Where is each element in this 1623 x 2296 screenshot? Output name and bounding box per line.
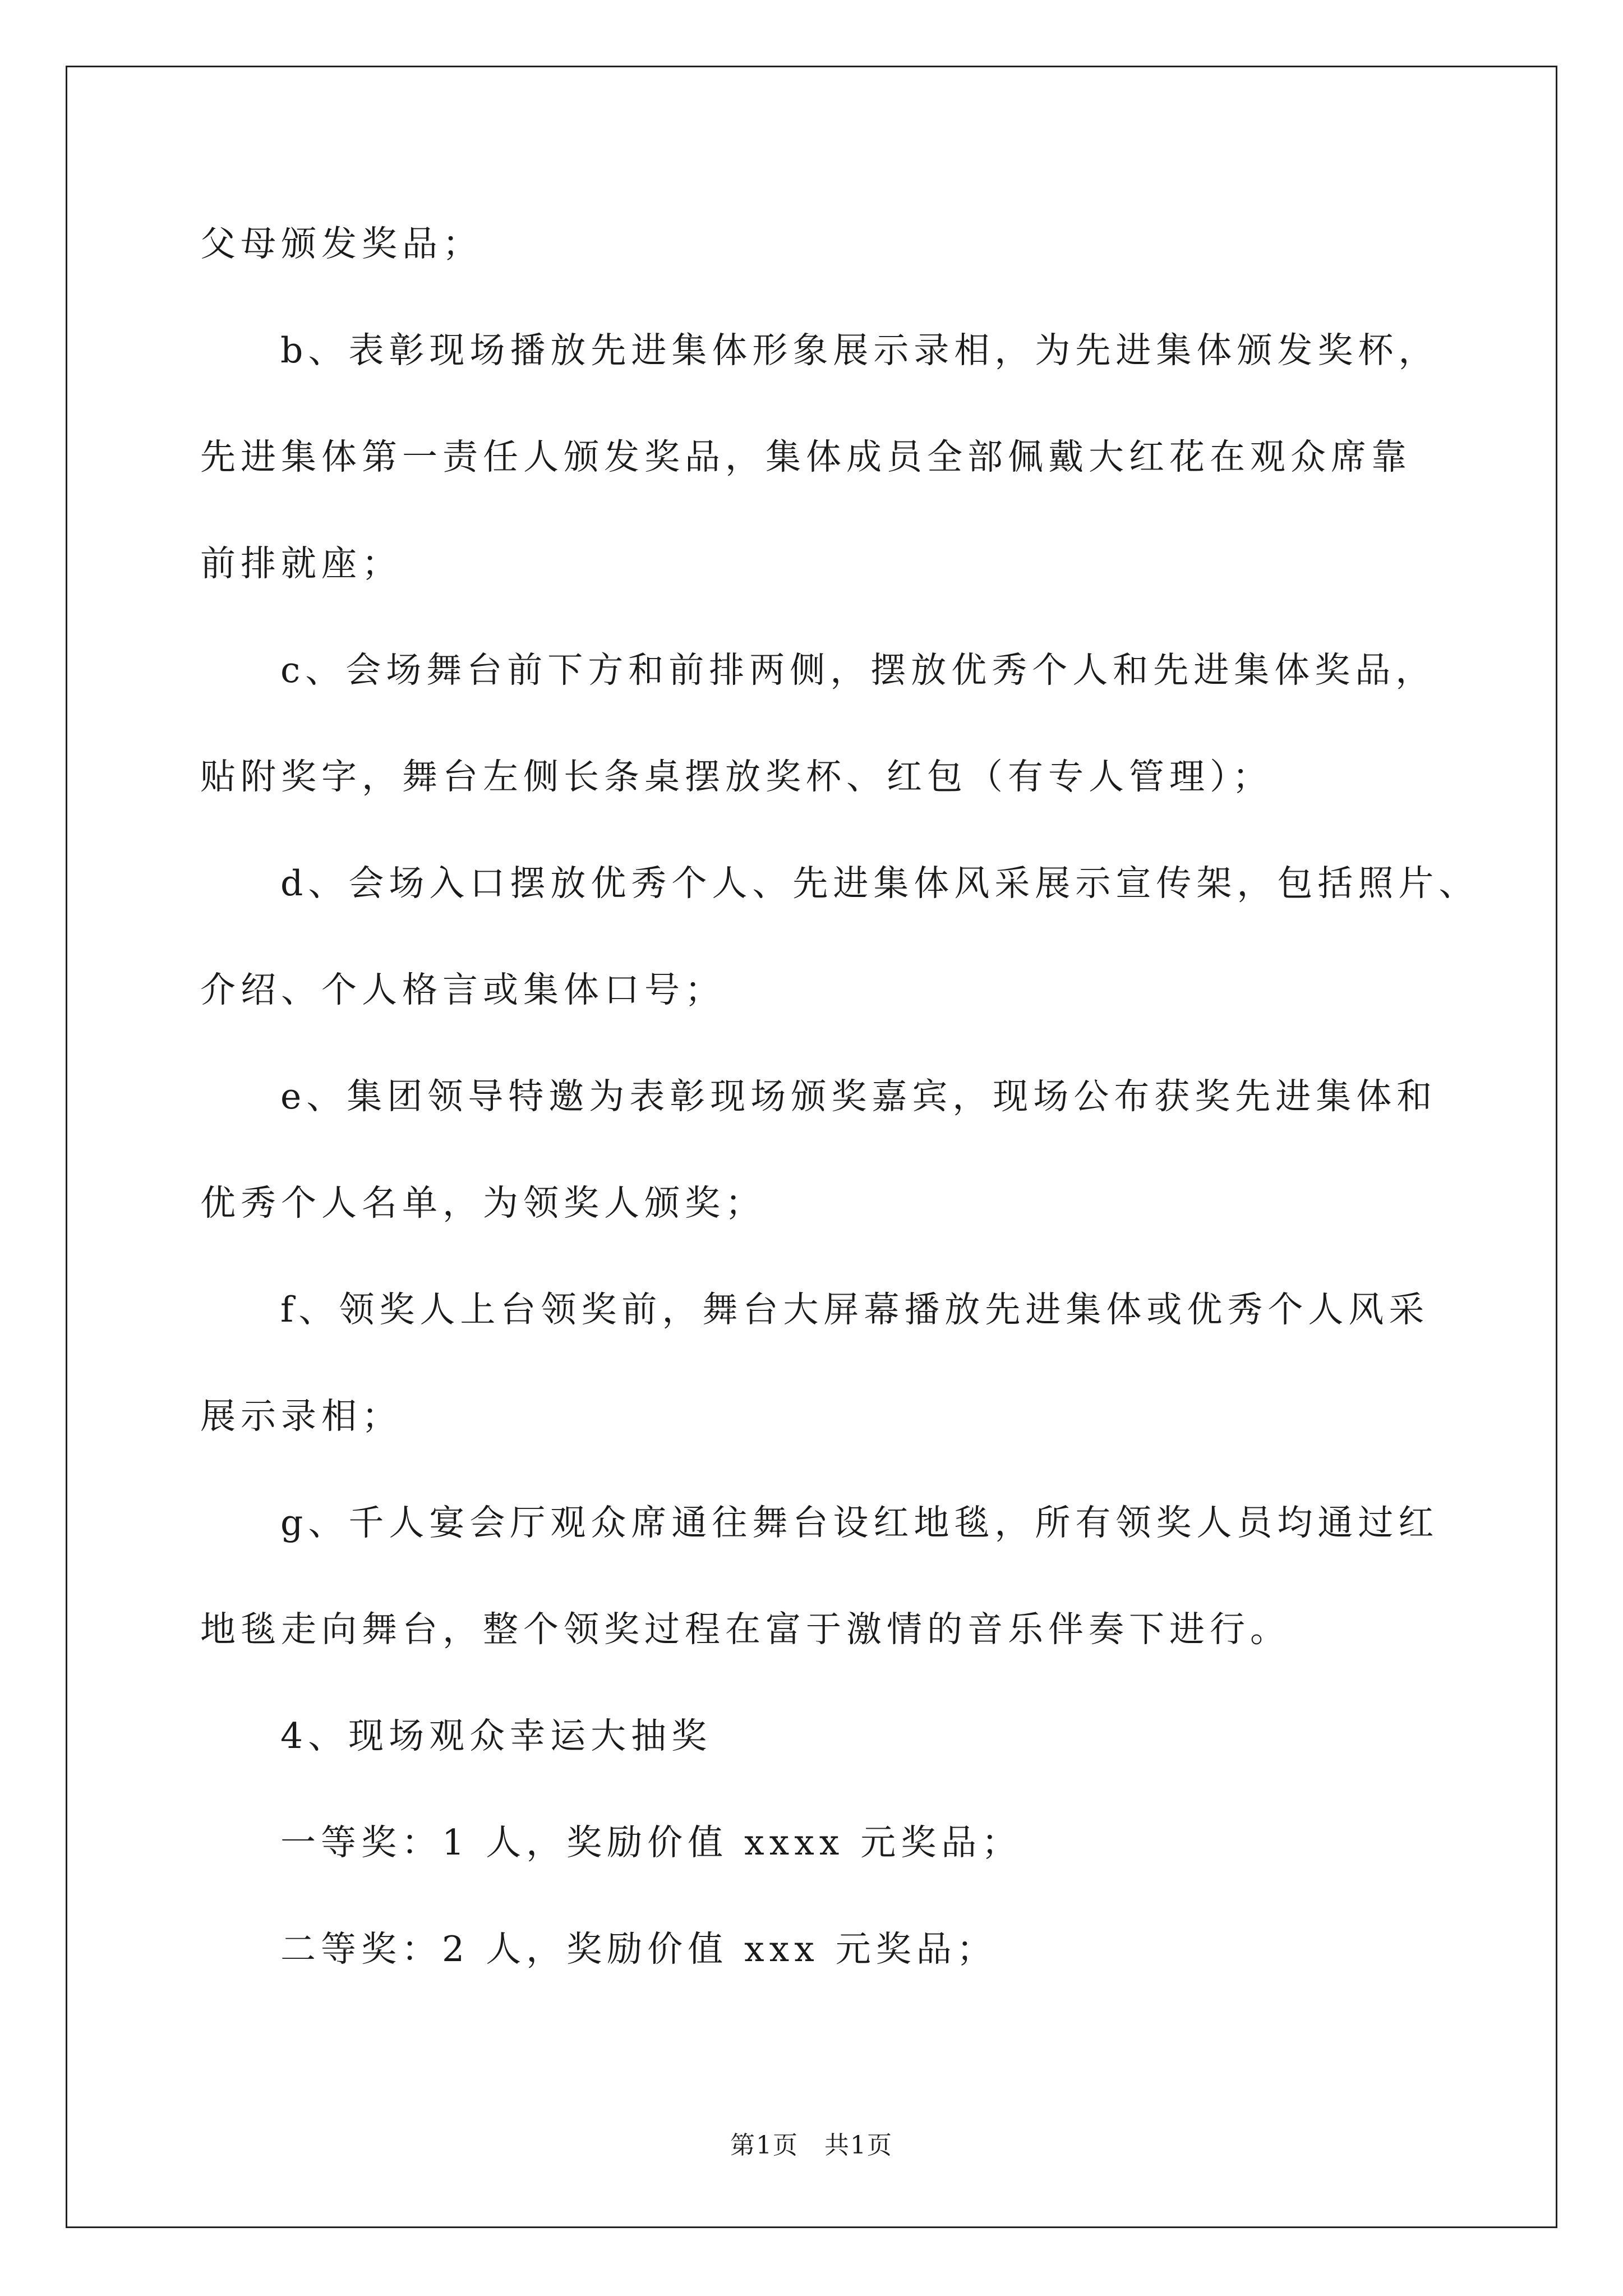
text-line: 优秀个人名单，为领奖人颁奖； bbox=[200, 1182, 766, 1223]
text-line: 二等奖：2 人，奖励价值 xxx 元奖品； bbox=[280, 1929, 997, 1970]
page-border bbox=[66, 66, 1557, 2228]
text-line: 地毯走向舞台，整个领奖过程在富于激情的音乐伴奏下进行。 bbox=[200, 1609, 1290, 1650]
text-line: g、千人宴会厅观众席通往舞台设红地毯，所有领奖人员均通过红 bbox=[280, 1502, 1439, 1543]
text-line: 先进集体第一责任人颁发奖品，集体成员全部佩戴大红花在观众席靠 bbox=[200, 436, 1412, 477]
text-line: 父母颁发奖品； bbox=[200, 223, 483, 264]
text-line: 一等奖：1 人，奖励价值 xxxx 元奖品； bbox=[280, 1822, 1022, 1863]
page-number-footer: 第1页 共1页 bbox=[730, 2131, 893, 2160]
text-line: 贴附奖字，舞台左侧长条桌摆放奖杯、红包（有专人管理）； bbox=[200, 756, 1273, 797]
text-line: 前排就座； bbox=[200, 543, 402, 584]
text-line: 4、现场观众幸运大抽奖 bbox=[280, 1715, 712, 1756]
text-line: b、表彰现场播放先进集体形象展示录相，为先进集体颁发奖杯， bbox=[280, 330, 1439, 371]
text-line: 展示录相； bbox=[200, 1396, 402, 1437]
text-line: e、集团领导特邀为表彰现场颁奖嘉宾，现场公布获奖先进集体和 bbox=[280, 1076, 1437, 1117]
text-line: f、领奖人上台领奖前，舞台大屏幕播放先进集体或优秀个人风采 bbox=[280, 1289, 1430, 1330]
text-line: 介绍、个人格言或集体口号； bbox=[200, 969, 725, 1010]
text-line: d、会场入口摆放优秀个人、先进集体风采展示宣传架，包括照片、 bbox=[280, 863, 1479, 904]
text-line: c、会场舞台前下方和前排两侧，摆放优秀个人和先进集体奖品， bbox=[280, 650, 1436, 691]
